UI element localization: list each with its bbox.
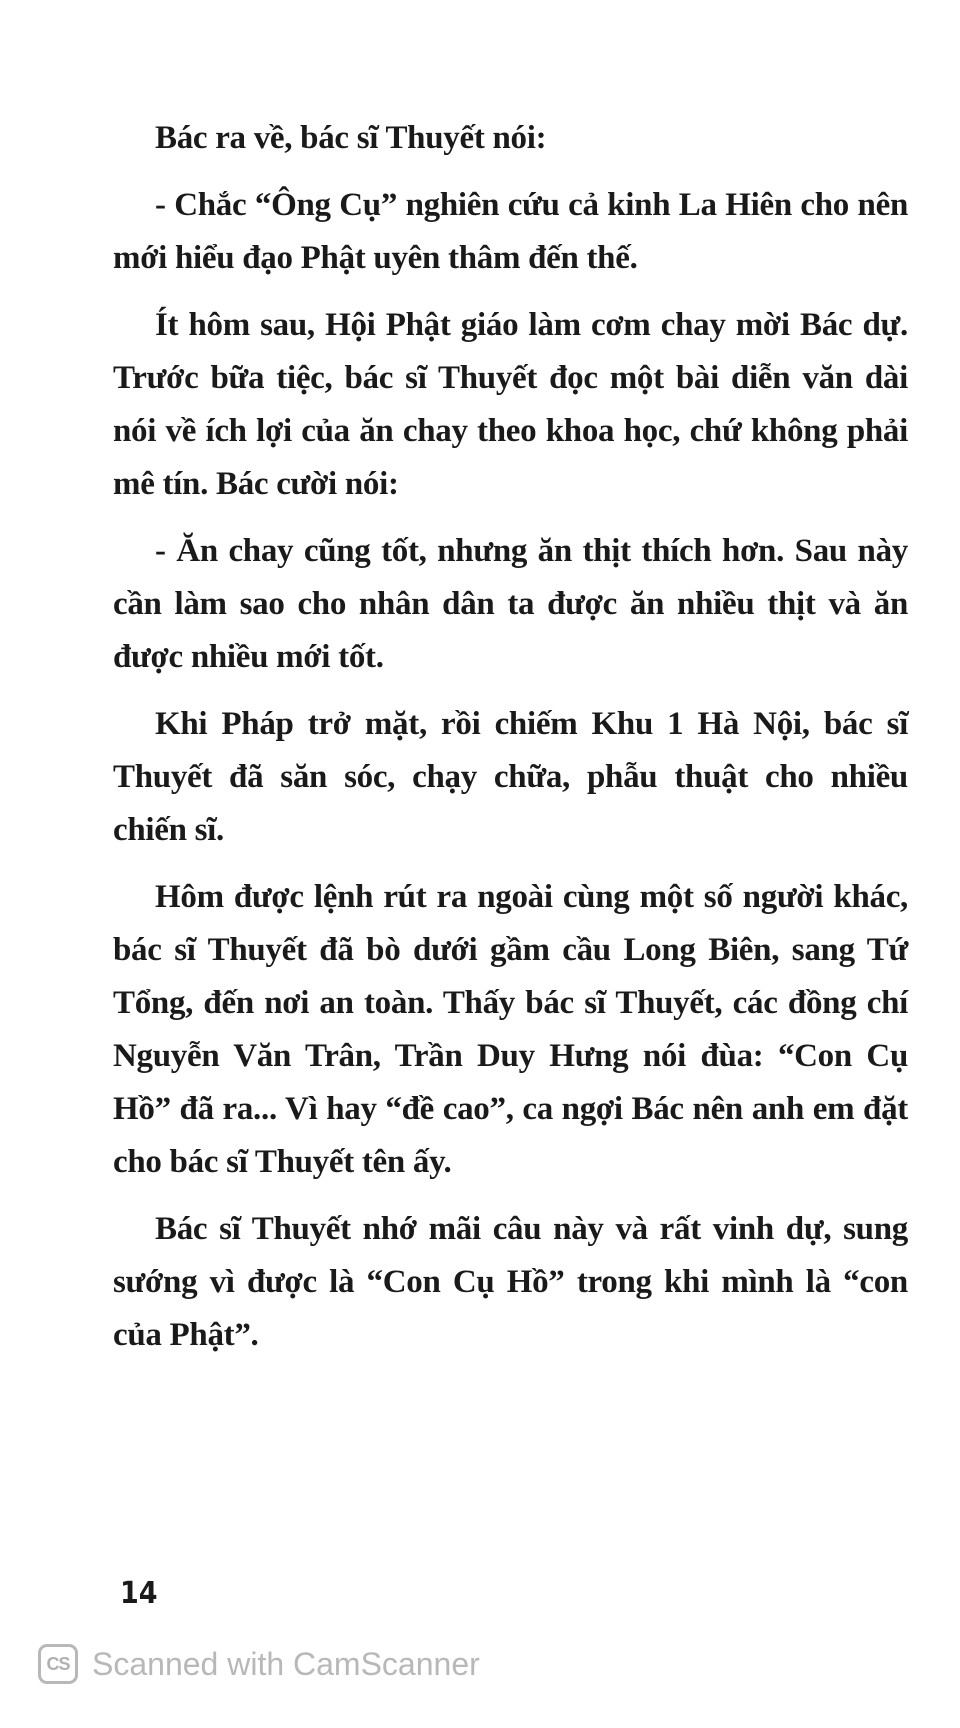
paragraph: Ít hôm sau, Hội Phật giáo làm cơm chay mời Bác dự. Trước bữa tiệc, bác sĩ Thuyết đọc một bài diễn văn dài nói về ích lợi của ăn chay theo khoa học, chứ không phải mê tín. Bác cười nói: xyxy=(113,307,908,502)
paragraph: Hôm được lệnh rút ra ngoài cùng một số người khác, bác sĩ Thuyết đã bò dưới gầm cầu Long Biên, sang Tứ Tổng, đến nơi an toàn. Thấy bác sĩ Thuyết, các đồng chí Nguyễn Văn Trân, Trần Duy Hưng nói đùa: “Con Cụ Hồ” đã ra... Vì hay “đề cao”, ca ngợi Bác nên anh em đặt cho bác sĩ Thuyết tên ấy. xyxy=(113,879,908,1180)
paragraph: - Ăn chay cũng tốt, nhưng ăn thịt thích hơn. Sau này cần làm sao cho nhân dân ta được ăn nhiều thịt và ăn được nhiều mới tốt. xyxy=(113,533,908,675)
body-text xyxy=(113,112,908,1376)
page-number: 14 xyxy=(120,1576,158,1611)
paragraph: Khi Pháp trở mặt, rồi chiếm Khu 1 Hà Nội, bác sĩ Thuyết đã săn sóc, chạy chữa, phẫu thuật cho nhiều chiến sĩ. xyxy=(113,706,908,848)
scanner-watermark xyxy=(38,1644,480,1684)
camscanner-logo-icon xyxy=(38,1644,78,1684)
paragraph: Bác sĩ Thuyết nhớ mãi câu này và rất vinh dự, sung sướng vì được là “Con Cụ Hồ” trong khi mình là “con của Phật”. xyxy=(113,1211,908,1353)
watermark-text: Scanned with CamScanner xyxy=(92,1645,480,1682)
paragraph: - Chắc “Ông Cụ” nghiên cứu cả kinh La Hiên cho nên mới hiểu đạo Phật uyên thâm đến thế. xyxy=(113,187,908,276)
logo-text: CS xyxy=(46,1653,70,1674)
paragraph: Bác ra về, bác sĩ Thuyết nói: xyxy=(155,120,547,156)
